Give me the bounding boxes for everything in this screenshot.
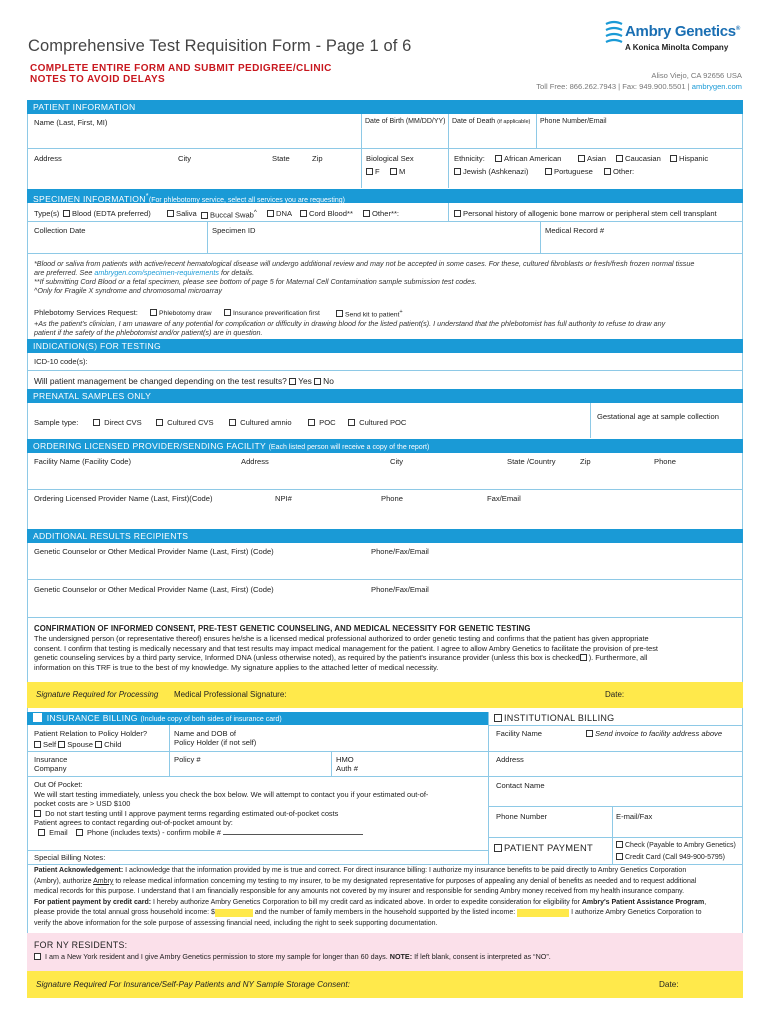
eth-portuguese-checkbox[interactable]: Portuguese	[545, 167, 593, 176]
ny-header: FOR NY RESIDENTS:	[34, 940, 128, 950]
dna-checkbox[interactable]: DNA	[267, 209, 292, 218]
household-income-field[interactable]	[215, 909, 253, 917]
sample-type-label: Sample type:	[34, 418, 79, 427]
policy-number-label: Policy #	[174, 755, 201, 764]
special-billing-label: Special Billing Notes:	[34, 853, 106, 862]
yes-checkbox[interactable]	[289, 378, 296, 385]
patient-name-label: Name (Last, First, MI)	[34, 118, 108, 127]
phleb-draw-checkbox[interactable]: Phlebotomy draw	[150, 309, 212, 318]
consent-text: The undersigned person (or representative thereof) ensures he/she is a licensed medical professional authorized to order genetic testing and confirms that the patient has given appropriate consent. I confirm that testing is medically necessary and that test results may impact medical management for the patient. I agree to allow Ambry Genetics to facilitate the provision of pre-test genetic counseling services by a third party service, Informed DNA (unless otherwise noted), as required by the patient's insurance provider (unless this box is checked ). Furthermore, all information on this TRF is true to the best of my knowledge. My signature applies to the attached letter of medical necessity.	[34, 634, 658, 672]
insurance-company-label: Insurance Company	[34, 755, 68, 774]
relation-options: Self Spouse Child	[34, 740, 121, 749]
warning-note: COMPLETE ENTIRE FORM AND SUBMIT PEDIGREE/CLINIC NOTES TO AVOID DELAYS	[30, 63, 332, 85]
direct-cvs-checkbox[interactable]: Direct CVS	[93, 418, 142, 427]
icd-label: ICD-10 code(s):	[34, 357, 88, 366]
saliva-checkbox[interactable]: Saliva	[167, 209, 197, 218]
specimen-notes: *Blood or saliva from patients with active/recent hematological disease will undergo additional review and may not be accepted in some cases. For these, cultured fibroblasts or fresh/fresh frozen normal tissue are preferred. See ambrygen.com/specimen-requirements for details. **If submitting Cord Blood or a fetal specimen, please see bottom of page 5 for Maternal Cell Contamination sample submission test codes. ^Only for Fragile X syndrome and chromosomal microarray	[34, 259, 695, 295]
patient-info-header: PATIENT INFORMATION	[27, 100, 743, 114]
recipient1-contact-label: Phone/Fax/Email	[371, 547, 429, 556]
provider-phone-label: Phone	[381, 494, 403, 503]
relation-label: Patient Relation to Policy Holder?	[34, 729, 148, 738]
signature-required-note: Signature Required for Processing	[36, 690, 159, 699]
inst-facility-label: Facility Name	[496, 729, 542, 738]
eth-asian-checkbox[interactable]: Asian	[578, 154, 606, 163]
policy-holder-label: Name and DOB of Policy Holder (if not self)	[174, 729, 257, 748]
website-link[interactable]: ambrygen.com	[691, 82, 742, 91]
signature-date-field[interactable]: Date:	[605, 690, 625, 699]
out-of-pocket-text: Out Of Pocket: We will start testing immediately, unless you check the box below. We will attempt to contact you if your estimated out-of- pocket costs are > USD $100 Do not start testing until I approve payment terms regarding estimated out-of-pocket costs Patient agrees to contact regarding out-of-pocket amount by: Email Phone (includes texts) - confirm mobile #	[34, 780, 429, 837]
spouse-checkbox[interactable]	[58, 741, 65, 748]
dob-label: Date of Birth (MM/DD/YY)	[365, 118, 446, 125]
ethnicity-label: Ethnicity:	[454, 154, 485, 163]
facility-phone-label: Phone	[654, 457, 676, 466]
opt-out-counseling-checkbox[interactable]	[580, 654, 587, 661]
recipient2-label: Genetic Counselor or Other Medical Provider Name (Last, First) (Code)	[34, 585, 274, 594]
patient-payment-header: PATIENT PAYMENT	[494, 842, 593, 853]
address-label: Address	[34, 154, 62, 163]
types-label: Type(s)	[34, 209, 60, 218]
no-checkbox[interactable]	[314, 378, 321, 385]
family-members-field[interactable]	[517, 909, 569, 917]
patient-payment-checkbox[interactable]	[494, 844, 502, 852]
contact-email-checkbox[interactable]	[38, 829, 45, 836]
specimen-id-label: Specimen ID	[212, 226, 256, 235]
cultured-cvs-checkbox[interactable]: Cultured CVS	[156, 418, 214, 427]
hmo-auth-label: HMO Auth #	[336, 755, 358, 774]
institutional-header: INSTITUTIONAL BILLING	[494, 713, 615, 724]
cultured-amnio-checkbox[interactable]: Cultured amnio	[229, 418, 292, 427]
medical-signature-field[interactable]: Medical Professional Signature:	[174, 690, 287, 699]
city-label: City	[178, 154, 192, 163]
send-invoice-checkbox[interactable]: Send invoice to facility address above	[586, 729, 722, 738]
facility-state-label: State /Country	[507, 457, 556, 466]
page-title: Comprehensive Test Requisition Form - Page 1 of 6	[28, 37, 412, 55]
insurance-header: INSURANCE BILLING (Include copy of both sides of insurance card)	[27, 712, 488, 725]
consent-header: CONFIRMATION OF INFORMED CONSENT, PRE-TEST GENETIC COUNSELING, AND MEDICAL NECESSITY FOR GENETIC TESTING	[34, 624, 531, 633]
company-address: Aliso Viejo, CA 92656 USA Toll Free: 866.262.7943 | Fax: 949.900.5501 | ambrygen.com	[536, 71, 742, 91]
results-header: ADDITIONAL RESULTS RECIPIENTS	[27, 529, 743, 543]
eth-other-checkbox[interactable]: Other:	[604, 167, 634, 176]
cord-blood-checkbox[interactable]: Cord Blood**	[300, 209, 353, 218]
institutional-billing-checkbox[interactable]	[494, 714, 502, 722]
provider-fax-label: Fax/Email	[487, 494, 521, 503]
eth-african-checkbox[interactable]: African American	[495, 154, 561, 163]
send-kit-checkbox[interactable]: Send kit to patient+	[336, 309, 403, 319]
company-name: A Konica Minolta Company	[625, 43, 729, 52]
facility-city-label: City	[390, 457, 404, 466]
gestational-age-label: Gestational age at sample collection	[597, 412, 719, 421]
eth-caucasian-checkbox[interactable]: Caucasian	[616, 154, 661, 163]
npi-label: NPI#	[275, 494, 292, 503]
self-checkbox[interactable]	[34, 741, 41, 748]
child-checkbox[interactable]	[95, 741, 102, 748]
provider-header: ORDERING LICENSED PROVIDER/SENDING FACILITY (Each listed person will receive a copy of the report)	[27, 439, 743, 453]
patient-acknowledgement: Patient Acknowledgement: I acknowledge that the information provided by me is true and correct. For direct insurance billing: I authorize my insurance benefits to be paid directly to Ambry Genetics Corporation (Ambry), authorize Ambry to release medical information concerning my testing to my insurer, to be my designated representative for purposes of appealing any denial of benefits as needed and to request additional medical records for this purpose. I understand that I am financially responsible for any amounts not covered by my insurer and responsible for sending Ambry money received from my health insurance company. For patient payment by credit card: I hereby authorize Ambry Genetics Corporation to bill my credit card as indicated above. In order to expedite consideration for eligibility for Ambry's Patient Assistance Program, please provide the total annual gross household income: $ and the number of family members in the household supported by the listed income: I authorize Ambry Genetics Corporation to verify the above information for the sole purpose of assessing financial need, including the right to seek supporting documentation.	[34, 867, 707, 927]
facility-name-label: Facility Name (Facility Code)	[34, 457, 132, 466]
facility-address-label: Address	[241, 457, 269, 466]
medical-record-label: Medical Record #	[545, 226, 605, 235]
do-not-start-checkbox[interactable]	[34, 810, 41, 817]
blood-checkbox[interactable]: Blood (EDTA preferred)	[63, 209, 151, 218]
insurance-billing-checkbox[interactable]	[33, 713, 42, 722]
credit-card-checkbox[interactable]: Credit Card (Call 949-900-5795)	[616, 853, 725, 862]
indication-header: INDICATION(S) FOR TESTING	[27, 339, 743, 353]
phlebotomy-note: +As the patient's clinician, I am unaware of any potential for complication or difficulty in drawing blood for the listed patient(s). I understand that the phlebotomist has full authority to refuse to draw any patient if the safety of the phlebotomist and/or patient(s) are in question.	[34, 319, 666, 337]
cultured-poc-checkbox[interactable]: Cultured POC	[348, 418, 406, 427]
ny-signature-field[interactable]: Signature Required For Insurance/Self-Pay Patients and NY Sample Storage Consent:	[36, 980, 350, 989]
management-question: Will patient management be changed depending on the test results? Yes No	[34, 376, 334, 386]
sex-label: Biological Sex	[366, 154, 414, 163]
transplant-checkbox[interactable]: Personal history of allogenic bone marrow or peripheral stem cell transplant	[454, 209, 717, 218]
phone-email-label: Phone Number/Email	[540, 118, 607, 125]
dod-label: Date of Death (if applicable)	[452, 118, 531, 125]
check-payment-checkbox[interactable]: Check (Payable to Ambry Genetics)	[616, 841, 736, 850]
specimen-requirements-link[interactable]: ambrygen.com/specimen-requirements	[94, 268, 219, 277]
ny-consent-checkbox[interactable]: I am a New York resident and I give Ambry Genetics permission to store my sample for longer than 60 days. NOTE: If left blank, consent is interpreted as “NO”.	[34, 953, 551, 962]
specimen-header: SPECIMEN INFORMATION*(For phlebotomy service, select all services you are requesting)	[27, 189, 743, 203]
facility-zip-label: Zip	[580, 457, 591, 466]
ambry-logo	[604, 20, 744, 60]
brand-name: Ambry Genetics®	[625, 23, 740, 40]
inst-phone-label: Phone Number	[496, 812, 548, 821]
inst-email-label: E-mail/Fax	[616, 812, 653, 821]
zip-label: Zip	[312, 154, 323, 163]
poc-checkbox[interactable]: POC	[308, 418, 336, 427]
phlebotomy-label: Phlebotomy Services Request:	[34, 308, 138, 317]
collection-date-label: Collection Date	[34, 226, 86, 235]
prenatal-header: PRENATAL SAMPLES ONLY	[27, 389, 743, 403]
contact-phone-checkbox[interactable]	[76, 829, 83, 836]
buccal-checkbox[interactable]: Buccal Swab^	[201, 209, 257, 220]
eth-hispanic-checkbox[interactable]: Hispanic	[670, 154, 708, 163]
inst-contact-label: Contact Name	[496, 781, 545, 790]
ordering-provider-label: Ordering Licensed Provider Name (Last, First)(Code)	[34, 494, 213, 503]
ambry-mark-icon	[604, 20, 624, 48]
ny-date-field[interactable]: Date:	[659, 980, 679, 989]
eth-jewish-checkbox[interactable]: Jewish (Ashkenazi)	[454, 167, 528, 176]
state-label: State	[272, 154, 290, 163]
preverification-checkbox[interactable]: Insurance preverification first	[224, 309, 320, 318]
sex-m-checkbox[interactable]: M	[390, 167, 405, 176]
sex-f-checkbox[interactable]: F	[366, 167, 380, 176]
inst-address-label: Address	[496, 755, 524, 764]
other-checkbox[interactable]: Other**:	[363, 209, 399, 218]
recipient1-label: Genetic Counselor or Other Medical Provider Name (Last, First) (Code)	[34, 547, 274, 556]
recipient2-contact-label: Phone/Fax/Email	[371, 585, 429, 594]
